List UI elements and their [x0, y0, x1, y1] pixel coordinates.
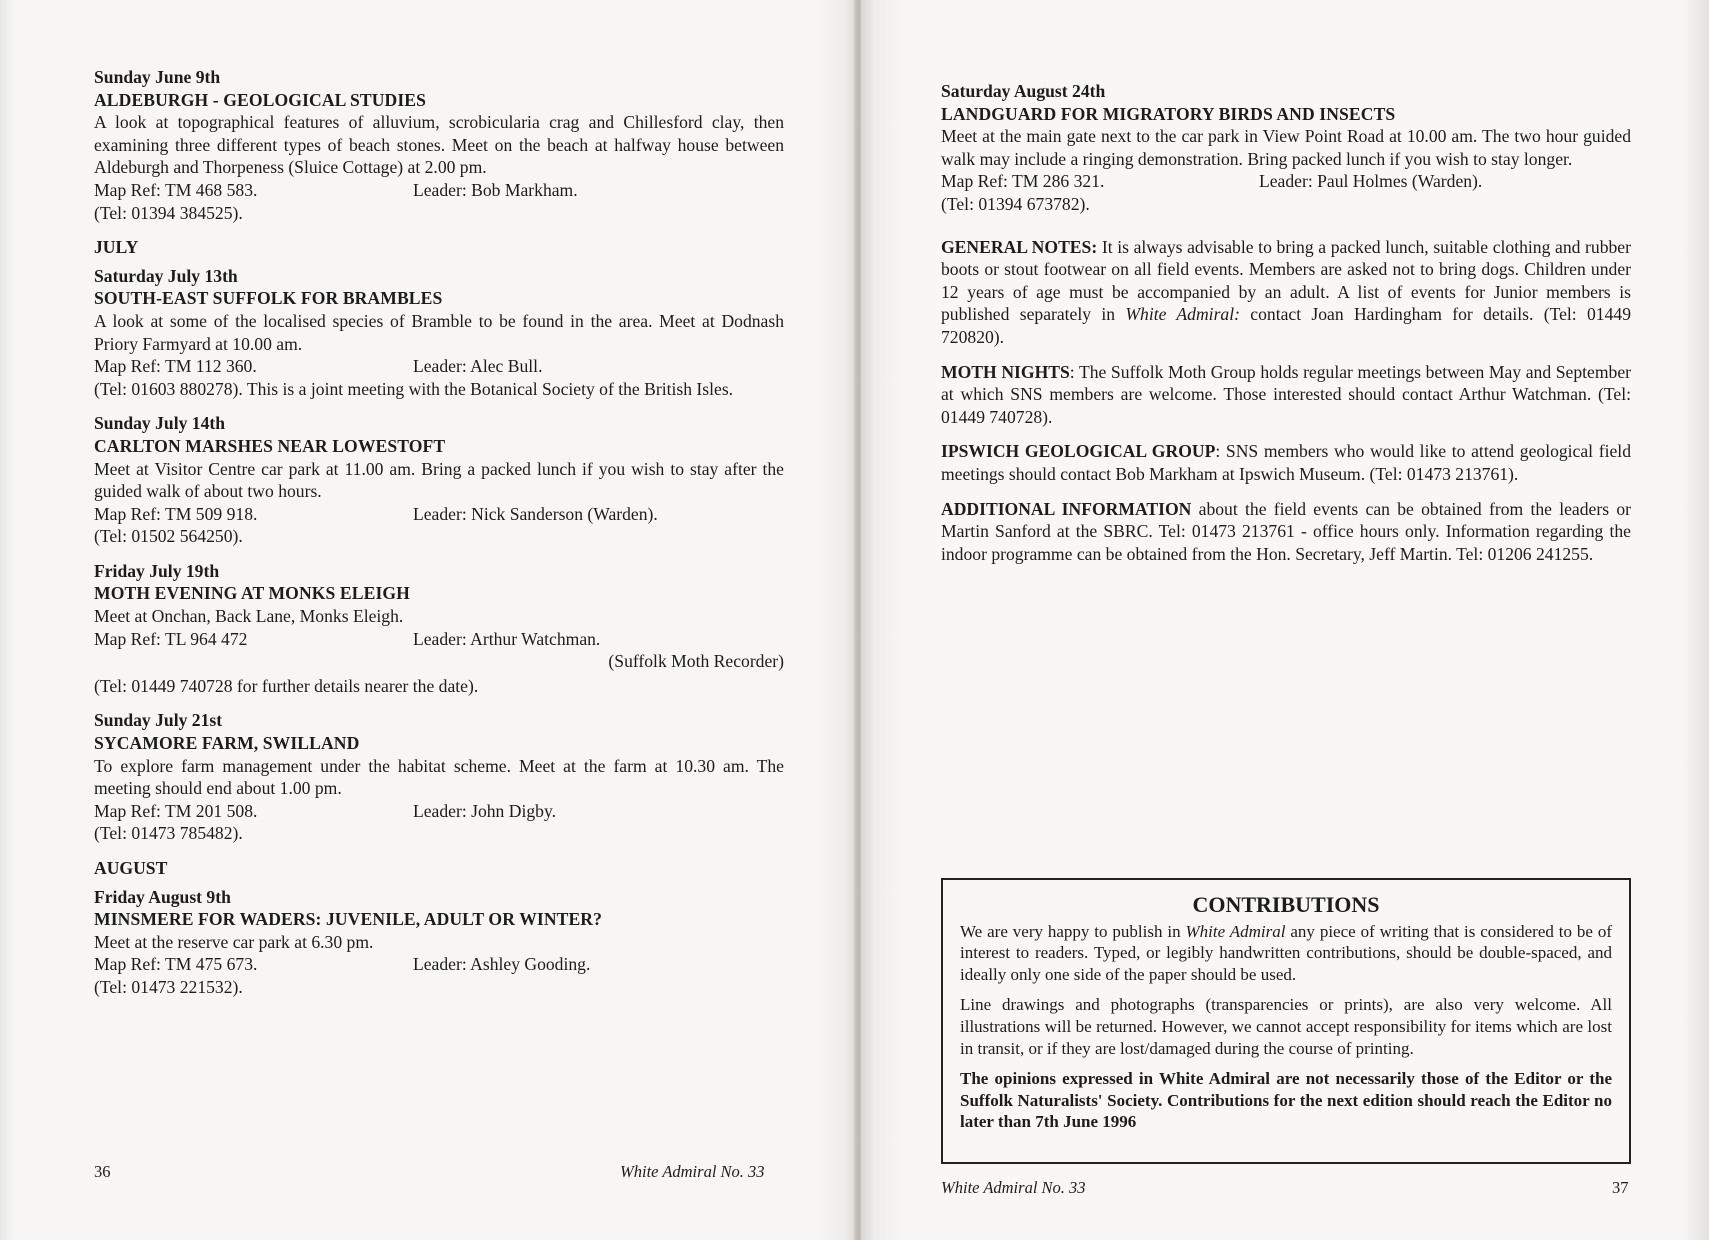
event-description: To explore farm management under the habitat scheme. Meet at the farm at 10.30 am. The meeting should end about 1.00 pm.: [94, 755, 784, 799]
contributions-paragraph-3: The opinions expressed in White Admiral are not necessarily those of the Editor or the Suffolk Naturalists' Society. Contributions for the next edition should reach the Editor no later than 7th June 1996: [960, 1069, 1612, 1132]
contributions-title: CONTRIBUTIONS: [1192, 892, 1380, 917]
event-landguard: [941, 80, 1631, 216]
footer-title-right: White Admiral No. 33: [941, 1178, 1086, 1197]
event-description: Meet at the main gate next to the car park in View Point Road at 10.00 am. The two hour guided walk may include a ringing demonstration. Bring packed lunch if you wish to stay longer.: [941, 126, 1631, 169]
event-ref-row: [94, 179, 784, 202]
event-sycamore-farm: [94, 709, 784, 845]
event-ref-row: [94, 503, 784, 526]
event-tel: (Tel: 01394 673782).: [941, 193, 1090, 214]
event-date: Friday July 19th: [94, 560, 220, 581]
event-leader: Leader: Nick Sanderson (Warden).: [413, 503, 658, 524]
event-leader: Leader: Alec Bull.: [413, 356, 543, 377]
event-title: ALDEBURGH - GEOLOGICAL STUDIES: [94, 89, 426, 110]
note-text: about the field events can be obtained from the leaders or Martin Sanford at the SBRC. Tel: 01473 213761 - office hours only. Information regarding the indoor programme can be obtained from the Hon. Secretary, Jeff Martin. Tel: 01206 241255.: [941, 498, 1631, 564]
ipswich-geological-note: [941, 440, 1631, 485]
footer-title-left: White Admiral No. 33: [620, 1162, 765, 1181]
event-title: SOUTH-EAST SUFFOLK FOR BRAMBLES: [94, 288, 443, 309]
event-tel: (Tel: 01502 564250).: [94, 526, 243, 547]
general-notes: [941, 236, 1631, 349]
event-date: Saturday August 24th: [941, 81, 1106, 101]
event-leader: Leader: Arthur Watchman.: [413, 628, 601, 649]
event-leader: Leader: Paul Holmes (Warden).: [1259, 171, 1483, 192]
event-mapref: Map Ref: TM 475 673.: [94, 954, 258, 975]
event-title: CARLTON MARSHES NEAR LOWESTOFT: [94, 435, 446, 456]
note-text: It is always advisable to bring a packed lunch, suitable clothing and rubber boots or stout footwear on all field events. Members are asked not to bring dogs. Children under 12 years of age must be accompanied by an adult. A list of events for Junior members is published separately in: [941, 236, 1631, 325]
paragraph-text: We are very happy to publish in: [960, 921, 1186, 941]
note-text: : The Suffolk Moth Group holds regular meetings between May and September at which SNS members are welcome. Those interested should contact Arthur Watchman. (Tel: 01449 740728).: [941, 361, 1631, 427]
event-minsmere: [94, 886, 784, 999]
event-ref-row: [94, 355, 784, 378]
event-leader: Leader: Bob Markham.: [413, 179, 578, 200]
page-number-left: 36: [94, 1162, 111, 1181]
note-heading: GENERAL NOTES:: [941, 236, 1098, 257]
event-ref-row: [94, 628, 784, 651]
section-heading-july: JULY: [94, 237, 139, 258]
event-title: SYCAMORE FARM, SWILLAND: [94, 733, 360, 754]
event-description: Meet at the reserve car park at 6.30 pm.: [94, 931, 374, 952]
event-mapref: Map Ref: TM 112 360.: [94, 356, 257, 377]
event-description: A look at topographical features of alluvium, scrobicularia crag and Chillesford clay, then examining three different types of beach stones. Meet on the beach at halfway house between Aldeburgh and Thorpeness (Sluice Cottage) at 2.00 pm.: [94, 112, 784, 178]
event-tel: (Tel: 01449 740728 for further details nearer the date).: [94, 675, 479, 696]
event-mapref: Map Ref: TM 509 918.: [94, 503, 258, 524]
additional-information-note: [941, 498, 1631, 566]
event-title: LANDGUARD FOR MIGRATORY BIRDS AND INSECTS: [941, 103, 1396, 124]
note-text-tail: contact Joan Hardingham for details. (Tel: 01449 720820).: [941, 304, 1631, 347]
event-tel: (Tel: 01473 785482).: [94, 823, 243, 844]
contributions-paragraph-2: Line drawings and photographs (transparencies or prints), are also very welcome. All illustrations will be returned. However, we cannot accept responsibility for items which are lost in transit, or if they are lost/damaged during the course of printing.: [960, 995, 1612, 1058]
event-leader-role: (Suffolk Moth Recorder): [608, 651, 784, 672]
moth-nights-note: [941, 361, 1631, 429]
event-moth-evening: [94, 560, 784, 698]
event-ref-row: [94, 953, 784, 976]
event-aldeburgh: [94, 66, 784, 224]
event-date: Saturday July 13th: [94, 265, 238, 286]
event-leader: Leader: Ashley Gooding.: [413, 954, 591, 975]
contributions-box: [941, 878, 1631, 1164]
event-mapref: Map Ref: TM 468 583.: [94, 179, 258, 200]
note-italic-title: White Admiral:: [1125, 304, 1240, 325]
event-tel: (Tel: 01473 221532).: [94, 976, 243, 997]
section-heading-august: AUGUST: [94, 858, 168, 878]
right-page: [861, 0, 1709, 1240]
event-description: Meet at Visitor Centre car park at 11.00 am. Bring a packed lunch if you wish to stay after the guided walk of about two hours.: [94, 458, 784, 502]
event-carlton-marshes: [94, 412, 784, 548]
event-date: Friday August 9th: [94, 886, 231, 907]
note-heading: MOTH NIGHTS: [941, 361, 1070, 382]
magazine-name: White Admiral: [1185, 921, 1286, 941]
event-date: Sunday July 14th: [94, 413, 226, 434]
event-ref-row: [941, 170, 1631, 193]
event-tel: (Tel: 01603 880278). This is a joint meeting with the Botanical Society of the British Isles.: [94, 378, 734, 399]
event-title: MOTH EVENING AT MONKS ELEIGH: [94, 583, 410, 604]
event-mapref: Map Ref: TL 964 472: [94, 628, 248, 649]
event-mapref: Map Ref: TM 201 508.: [94, 800, 258, 821]
event-tel: (Tel: 01394 384525).: [94, 202, 243, 223]
contributions-paragraph-1: [960, 921, 1612, 986]
paragraph-text: any piece of writing that is considered to be of interest to readers. Typed, or legibly handwritten contributions, should be double-spaced, and ideally only one side of the paper should be used.: [960, 921, 1612, 984]
event-brambles: [94, 265, 784, 401]
note-text: : SNS members who would like to attend geological field meetings should contact Bob Markham at Ipswich Museum. (Tel: 01473 213761).: [941, 441, 1631, 484]
note-heading: ADDITIONAL INFORMATION: [941, 498, 1192, 519]
left-column: [94, 66, 784, 999]
event-ref-row: [94, 800, 784, 823]
note-heading: IPSWICH GEOLOGICAL GROUP: [941, 441, 1216, 462]
event-description: A look at some of the localised species of Bramble to be found in the area. Meet at Dodnash Priory Farmyard at 10.00 am.: [94, 310, 784, 354]
event-description: Meet at Onchan, Back Lane, Monks Eleigh.: [94, 606, 404, 627]
event-date: Sunday July 21st: [94, 710, 223, 731]
event-mapref: Map Ref: TM 286 321.: [941, 171, 1105, 192]
event-title: MINSMERE FOR WADERS: JUVENILE, ADULT OR WINTER?: [94, 909, 603, 930]
page-number-right: 37: [1612, 1178, 1629, 1197]
event-date: Sunday June 9th: [94, 67, 221, 87]
right-column: [941, 80, 1631, 565]
event-leader: Leader: John Digby.: [413, 800, 556, 821]
